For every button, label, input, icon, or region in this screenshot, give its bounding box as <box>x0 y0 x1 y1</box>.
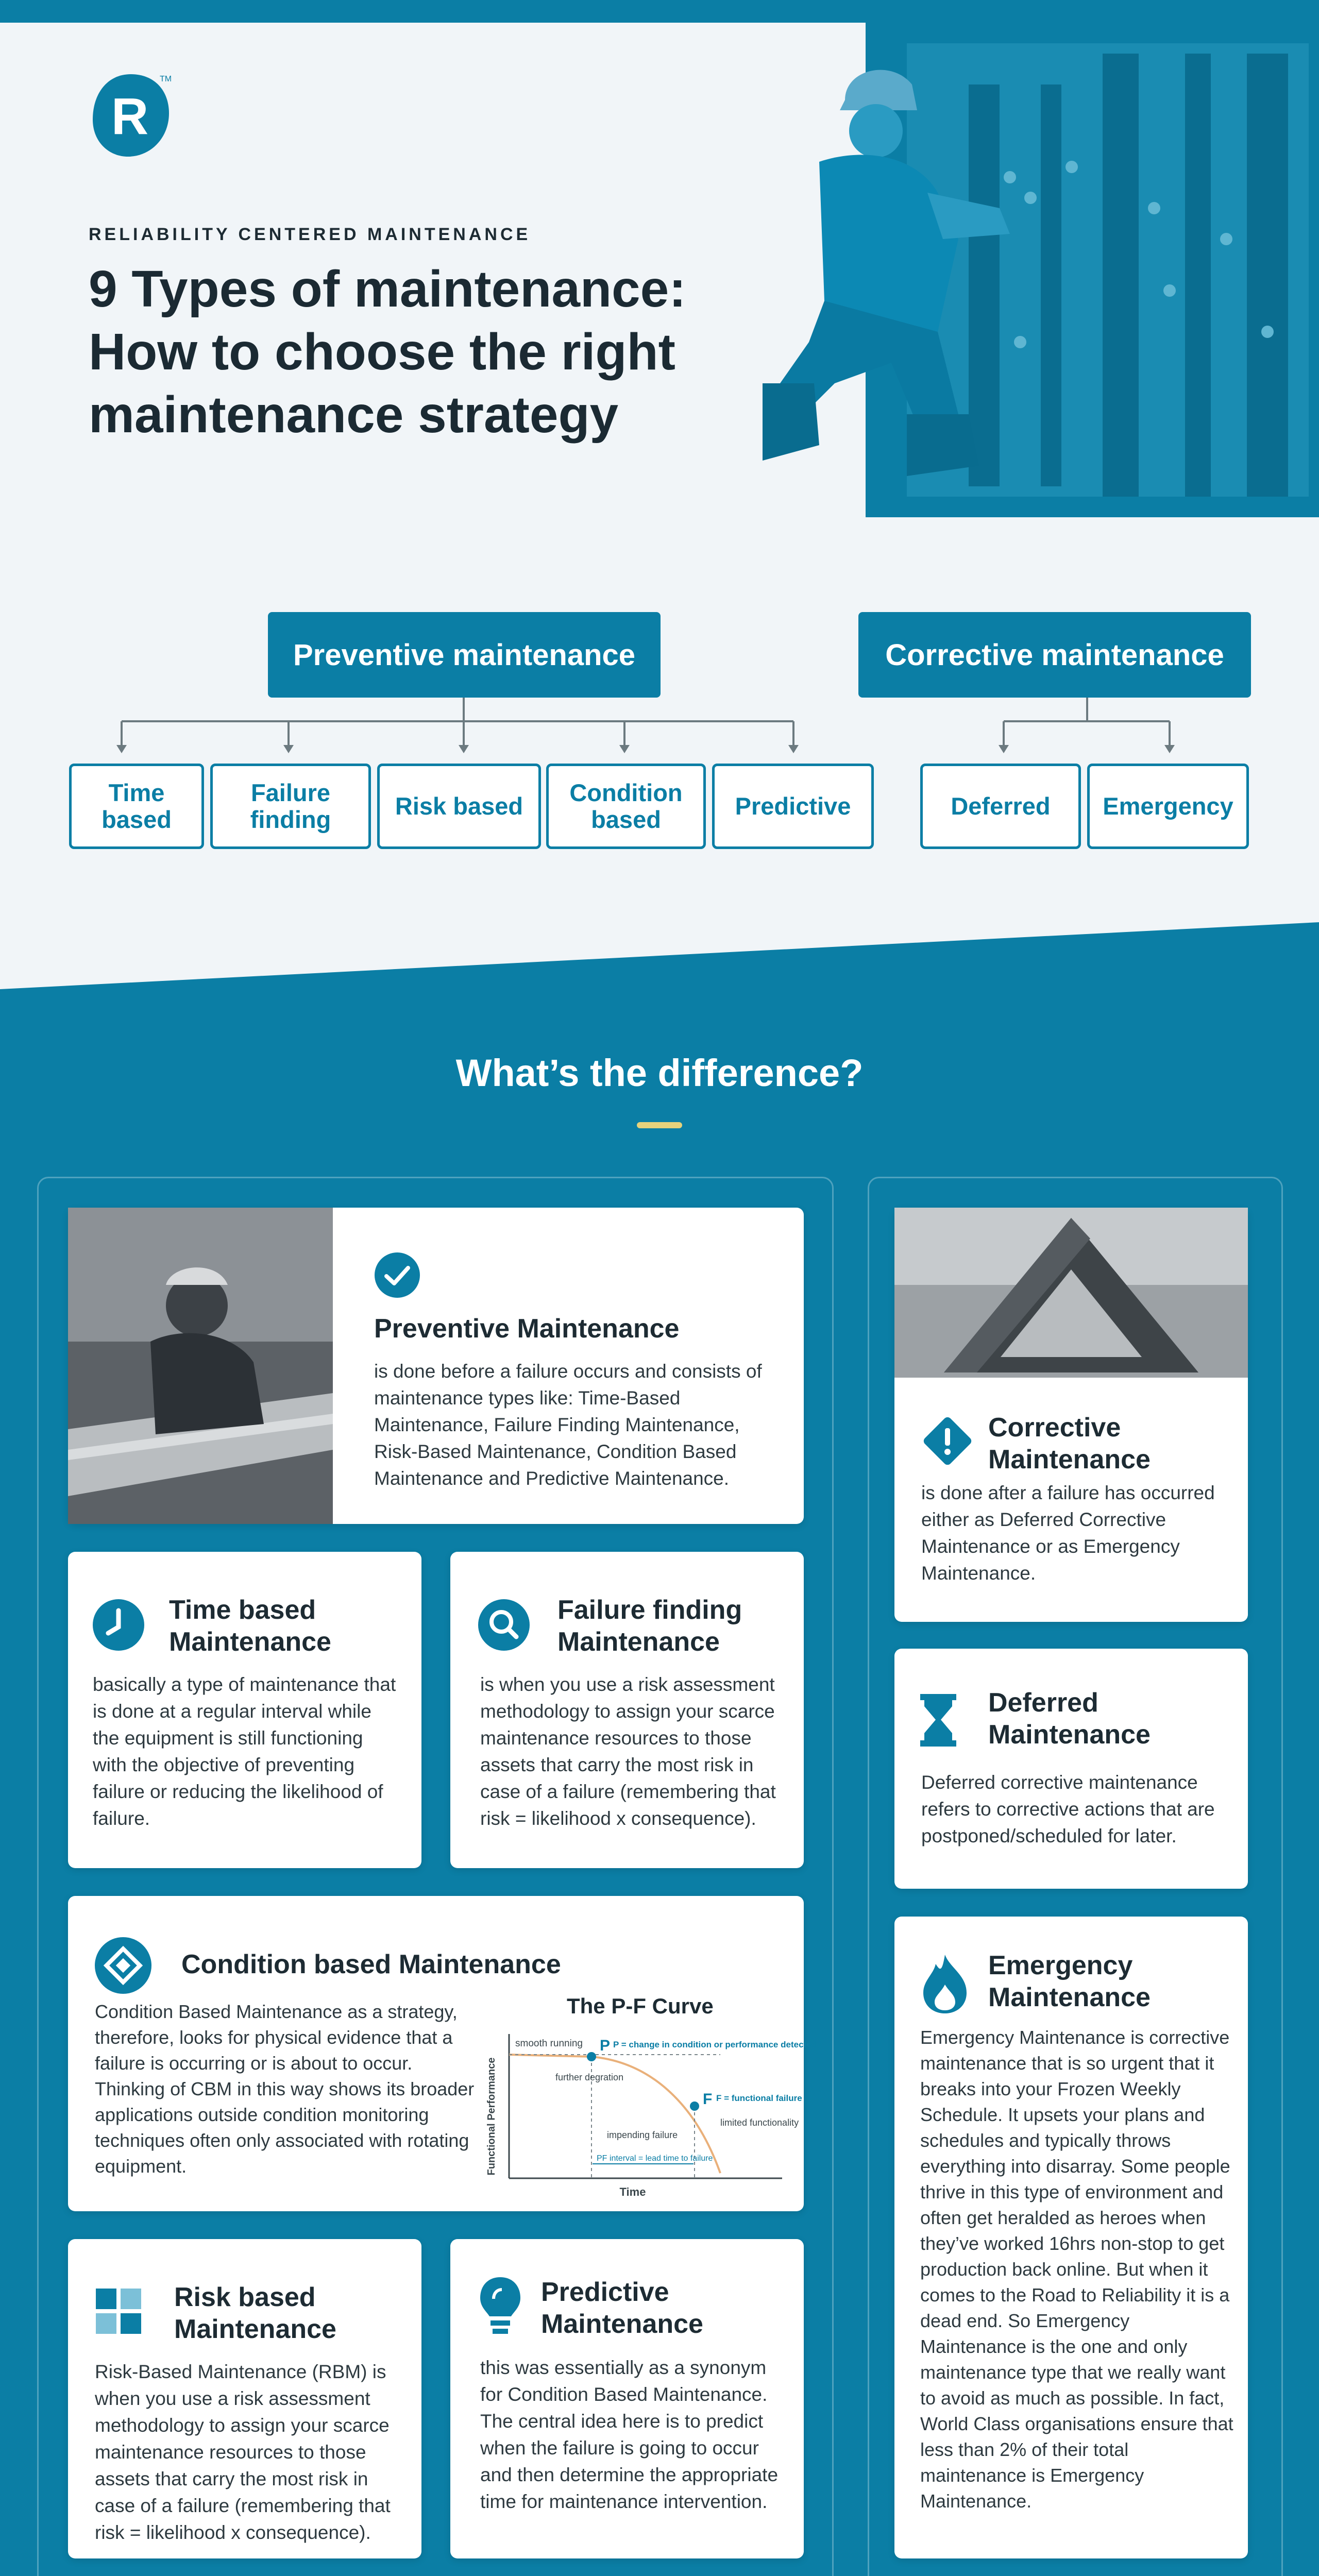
corrective-title: Corrective Maintenance <box>988 1413 1151 1475</box>
logo-letter: R <box>111 88 149 145</box>
pf-f-label: F = functional failure <box>716 2093 802 2103</box>
tree-emergency: Emergency <box>1087 764 1249 849</box>
eyebrow: RELIABILITY CENTERED MAINTENANCE <box>89 225 531 244</box>
failure-finding-body: is when you use a risk assessment methodology to assign your scarce maintenance resources to those assets that carry the most risk in case of a failure (remembering that risk = likelihood x consequence). <box>480 1674 776 1829</box>
risk-based-body: Risk-Based Maintenance (RBM) is when you use a risk assessment methodology to assign your scarce maintenance resources to those assets that carry the most risk in case of a failure (remembering that risk = likelihood x consequence). <box>95 2361 391 2543</box>
pf-interval-label: PF interval = lead time to failure <box>597 2154 713 2163</box>
failure-finding-title: Failure finding Maintenance <box>557 1595 742 1657</box>
lightbulb-icon <box>478 2275 522 2337</box>
time-based-title: Time based Maintenance <box>169 1595 331 1657</box>
card-failure-finding <box>450 1552 804 1868</box>
time-based-body: basically a type of maintenance that is done at a regular interval while the equipment is still functioning with the objective of preventing failure or reducing the likelihood of failure. <box>93 1674 396 1829</box>
title-line-3: maintenance strategy <box>89 386 619 444</box>
card-emergency <box>894 1917 1248 2558</box>
top-bar <box>0 0 1319 23</box>
tree-deferred: Deferred <box>920 764 1081 849</box>
deferred-title: Deferred Maintenance <box>988 1688 1151 1750</box>
condition-based-body: Condition Based Maintenance as a strategy, therefore, looks for physical evidence that a failure is occurring or is about to occur. Thinking of CBM in this way shows its broader applications outside condition monitoring techniques often only associated with rotating equipment. <box>95 2001 475 2177</box>
difference-title: What’s the difference? <box>455 1052 864 1094</box>
emergency-title: Emergency Maintenance <box>988 1951 1151 2012</box>
pf-curve-chart <box>478 2024 817 2199</box>
risk-based-title: Risk based Maintenance <box>174 2282 336 2344</box>
card-time-based <box>68 1552 421 1868</box>
card-predictive <box>450 2239 804 2558</box>
pf-xlabel: Time <box>619 2185 646 2198</box>
pf-p-label: P = change in condition or performance detected <box>613 2040 817 2049</box>
rtr-logo <box>89 70 173 161</box>
pf-p-marker: P <box>600 2037 611 2054</box>
page-title <box>89 258 707 446</box>
logo-tm: TM <box>160 75 172 83</box>
card-risk-based <box>68 2239 421 2558</box>
emergency-body: Emergency Maintenance is corrective maintenance that is so urgent that it breaks into your Frozen Weekly Schedule. It upsets your plans and schedules and typically throws everything into disarray. Some people thrive in this type of environment and often get heralded as heroes when they’ve worked 16hrs non-stop to get production back online. But when it comes to the Road to Reliability it is a dead end. So Emergency Maintenance is the one and only maintenance type that we really want to avoid as much as possible. In fact, World Class organisations ensure that less than 2% of their total maintenance is Emergency Maintenance. <box>920 2027 1233 2512</box>
pf-f-marker: F <box>703 2091 713 2108</box>
title-line-1: 9 Types of maintenance: <box>89 260 686 318</box>
pf-curve-title: The P-F Curve <box>567 1994 714 2018</box>
magnifier-icon <box>477 1598 531 1652</box>
tree-condition-based: Condition based <box>546 764 706 849</box>
clock-icon <box>92 1598 145 1652</box>
tree-risk-based: Risk based <box>377 764 541 849</box>
hero-technician-image <box>649 23 1319 517</box>
warning-diamond-icon <box>920 1414 975 1468</box>
checkmark-icon <box>374 1252 420 1298</box>
worker-pipe-photo <box>68 1208 333 1524</box>
diamond-icon <box>94 1936 153 1995</box>
tree-failure-finding: Failure finding <box>210 764 371 849</box>
pf-smooth-label: smooth running <box>515 2038 583 2049</box>
title-underline <box>637 1122 682 1128</box>
pf-limited-label: limited functionality <box>720 2117 799 2128</box>
condition-based-title: Condition based Maintenance <box>181 1950 561 1979</box>
corrective-body: is done after a failure has occurred either as Deferred Corrective Maintenance or as Emergency Maintenance. <box>921 1482 1215 1584</box>
card-corrective <box>894 1208 1248 1622</box>
pf-further-label: further degration <box>555 2072 624 2082</box>
pf-impending-label: impending failure <box>607 2130 678 2140</box>
deferred-body: Deferred corrective maintenance refers to corrective actions that are postponed/scheduled for later. <box>921 1772 1215 1846</box>
corrective-maintenance-header: Corrective maintenance <box>858 612 1251 698</box>
pf-ylabel: Functional Performance <box>486 2057 497 2176</box>
card-deferred <box>894 1649 1248 1889</box>
preventive-title: Preventive Maintenance <box>374 1314 680 1344</box>
card-preventive <box>68 1208 804 1524</box>
preventive-maintenance-header: Preventive maintenance <box>268 612 661 698</box>
predictive-title: Predictive Maintenance <box>541 2277 703 2339</box>
preventive-body: is done before a failure occurs and consists of maintenance types like: Time-Based Maintenance, Failure Finding Maintenance, Risk-Based Maintenance, Condition Based Maintenance and Predictive Maintenance. <box>374 1361 762 1489</box>
flame-icon <box>919 1953 971 2014</box>
card-condition-based <box>68 1896 817 2211</box>
tree-predictive: Predictive <box>712 764 874 849</box>
tree-time-based: Time based <box>69 764 204 849</box>
triangle-sculpture-photo <box>894 1208 1248 1378</box>
predictive-body: this was essentially as a synonym for Condition Based Maintenance. The central idea here is to predict when the failure is going to occur and then determine the appropriate time for maintenance intervention. <box>480 2357 779 2512</box>
title-line-2: How to choose the right <box>89 323 675 381</box>
hourglass-icon <box>919 1693 957 1748</box>
maintenance-type-tree <box>0 592 1319 871</box>
grid-icon <box>95 2287 142 2335</box>
